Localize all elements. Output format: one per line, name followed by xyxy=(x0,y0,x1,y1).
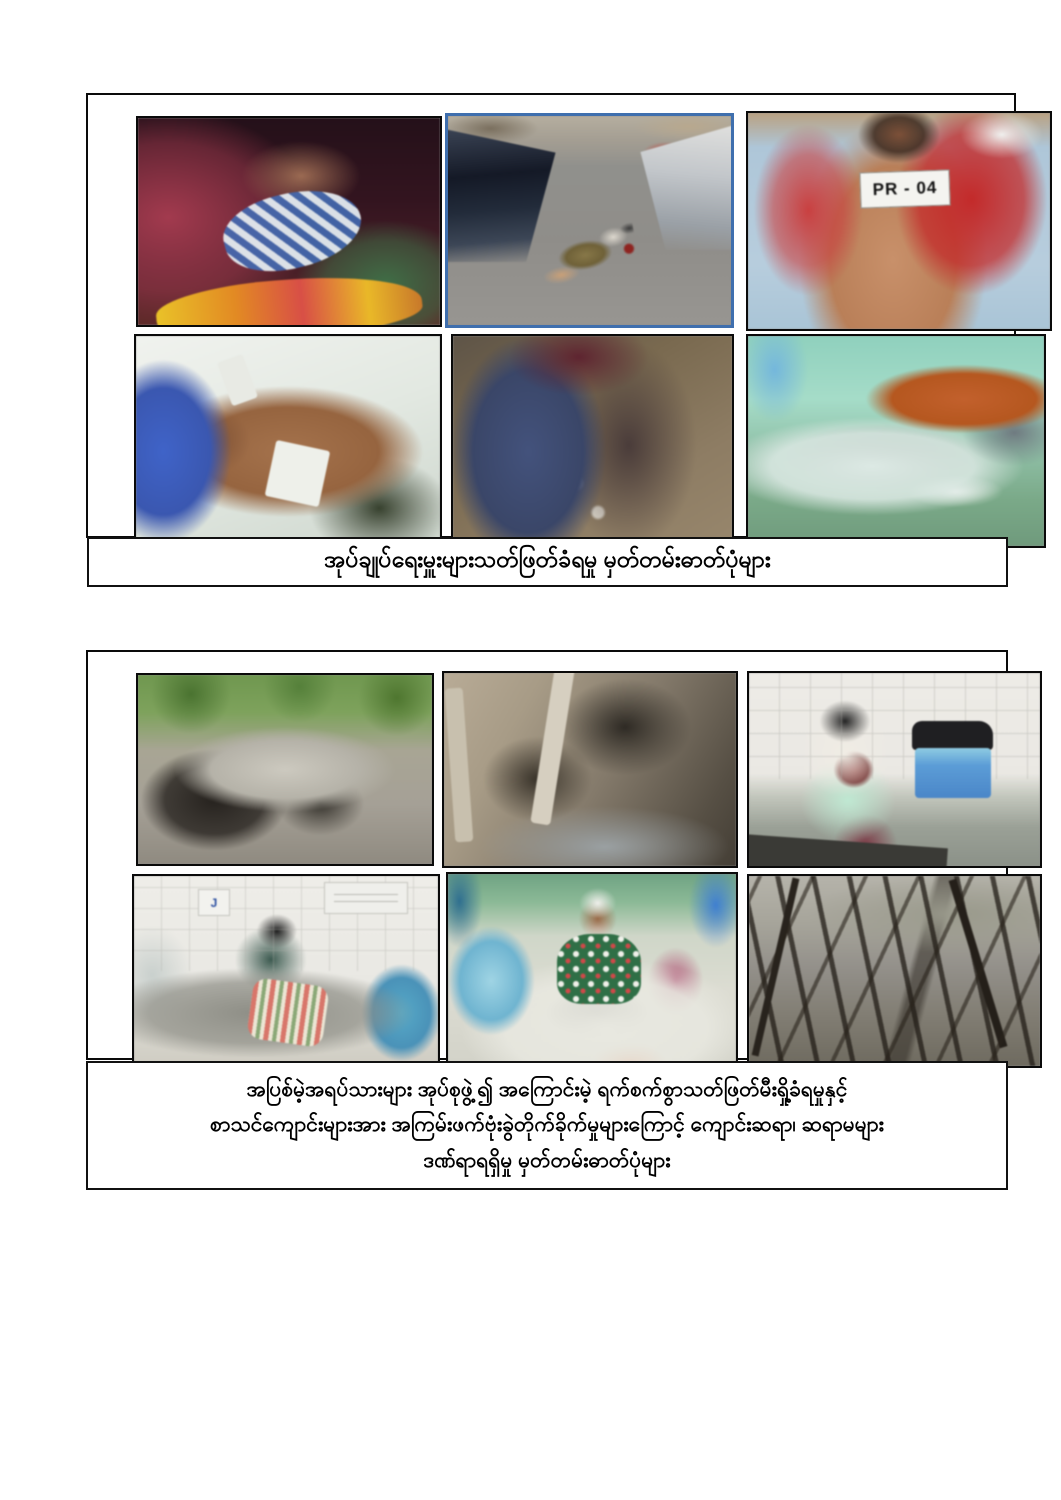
photo-art xyxy=(134,876,438,1066)
photo-art xyxy=(138,675,432,864)
photo-burnt-building xyxy=(747,874,1042,1068)
photo-grid-administrators xyxy=(86,93,1016,538)
photo-grid-civilians-schools xyxy=(86,650,1008,1060)
floral-shirt xyxy=(557,934,641,1004)
photo-ward-gurney xyxy=(746,334,1046,548)
caption-civilians-schools xyxy=(86,1061,1008,1190)
photo-art xyxy=(448,874,736,1068)
photo-burnt-vehicle-interior xyxy=(442,671,738,868)
photo-art xyxy=(749,673,1040,866)
caption-line-3: ဒဏ်ရာရရှိမှု မှတ်တမ်းဓာတ်ပုံများ xyxy=(423,1148,671,1172)
photo-art xyxy=(748,336,1044,546)
photo-bodies-on-ground xyxy=(451,334,734,548)
caption-administrators xyxy=(87,537,1008,587)
street-victim-figure xyxy=(537,217,642,291)
caption-line-1: အပြစ်မဲ့အရပ်သားများ အုပ်စုဖွဲ့၍ အကြောင်းမဲ့ ရက်စက်စွာသတ်ဖြတ်မီးရှို့ခံရမှုနှင့် xyxy=(246,1077,848,1101)
wall-sign-note xyxy=(324,882,408,914)
photo-wounded-woman-ward xyxy=(747,671,1042,868)
photo-burnt-car xyxy=(136,673,434,866)
photo-art xyxy=(136,336,440,546)
charred-beam xyxy=(752,878,800,1057)
photo-art xyxy=(444,673,736,866)
pr04-tag: PR - 04 xyxy=(859,170,950,209)
photo-bandaged-man-mask xyxy=(446,872,738,1070)
photo-art xyxy=(748,113,1050,329)
black-bag xyxy=(912,721,993,750)
photo-injured-man-blue-pillow xyxy=(134,334,442,548)
striped-pants xyxy=(246,977,330,1048)
caption-administrators-text: အုပ်ချုပ်ရေးမှူးများသတ်ဖြတ်ခံရမှု မှတ်တမ်းဓာတ်ပုံများ xyxy=(324,546,771,572)
photo-body-on-street xyxy=(445,113,734,328)
charred-beam xyxy=(948,879,1007,1048)
photo-art xyxy=(448,116,731,325)
caption-line-2: စာသင်ကျောင်းများအား အကြမ်းဖက်ဗုံးခွဲတိုက်ခိုက်မှုများကြောင့် ကျောင်းဆရာ၊ ဆရာမများ xyxy=(210,1113,884,1137)
photo-art xyxy=(453,336,732,546)
blue-cabinet xyxy=(915,748,991,798)
wall-sign-j: J xyxy=(198,889,230,916)
photo-arm-sling-woman xyxy=(132,874,440,1068)
photo-art xyxy=(138,118,440,325)
photo-victim-on-bed xyxy=(136,116,442,327)
photo-art xyxy=(749,876,1040,1066)
photo-stretcher-victim xyxy=(746,111,1052,331)
